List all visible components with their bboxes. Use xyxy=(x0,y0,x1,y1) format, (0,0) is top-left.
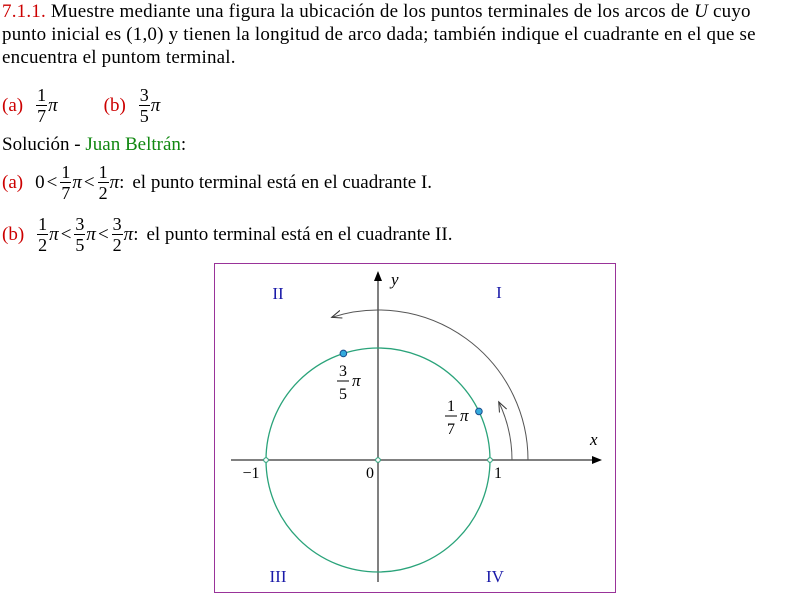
part-b-fraction: $\frac{3}{5}$ xyxy=(139,85,149,126)
answer-b-text: el punto terminal está en el cuadrante II. xyxy=(146,223,453,245)
problem-text-1: Muestre mediante una figura la ubicación de los puntos terminales de los arcos de xyxy=(50,1,690,22)
origin-point xyxy=(376,458,381,463)
part-a-label: (a) xyxy=(2,94,24,116)
label-b-pi: π xyxy=(352,371,361,390)
terminal-point-one-seventh-pi xyxy=(476,408,483,415)
answer-a-label: (a) xyxy=(2,171,24,193)
problem-text-3: y tienen la longitud de arco dada; también indique el cuadrante en el que se encuentra el puntom terminal. xyxy=(2,24,756,68)
label-b-den: 5 xyxy=(339,386,347,403)
quadrant-ii-label: II xyxy=(272,284,284,303)
parts-row xyxy=(2,85,160,126)
answer-a: (a) 0 < $\frac{1}{7}$ π < $\frac{1}{2}$ π : el punto terminal está en el cuadrante I. xyxy=(2,162,433,203)
problem-point: (1,0) xyxy=(126,24,164,45)
answer-b-label: (b) xyxy=(2,223,25,245)
answer-a-frac-2: $\frac{1}{2}$ xyxy=(98,162,108,203)
label-b-num: 3 xyxy=(339,363,347,380)
y-axis-label: y xyxy=(391,270,399,289)
answer-b: (b) $\frac{1}{2}$ π < $\frac{3}{5}$ π < $\frac{3}{2}$ π : el punto terminal está en el cuadrante II. xyxy=(2,214,453,255)
point-one xyxy=(488,458,493,463)
solution-author: Juan Beltrán xyxy=(85,134,181,155)
quadrant-iv-label: IV xyxy=(486,567,504,586)
solution-colon: : xyxy=(180,134,187,155)
unit-circle-svg xyxy=(215,264,615,592)
problem-number: 7.1.1. xyxy=(2,1,46,22)
answer-b-frac-1: $\frac{1}{2}$ xyxy=(38,214,48,255)
answer-b-frac-2: $\frac{3}{5}$ xyxy=(75,214,85,255)
problem-text-2: cuyo punto inicial es xyxy=(2,1,751,45)
one-label: 1 xyxy=(494,465,502,482)
problem-statement xyxy=(2,0,798,69)
part-b-pi: π xyxy=(150,94,161,116)
part-a-fraction: $\frac{1}{7}$ xyxy=(37,85,47,126)
part-b-label: (b) xyxy=(103,94,126,116)
terminal-point-three-fifths-pi xyxy=(340,350,347,357)
label-a-pi: π xyxy=(460,406,469,425)
part-a-pi: π xyxy=(48,94,58,116)
unit-circle-figure xyxy=(214,263,616,593)
label-a-den: 7 xyxy=(447,421,455,438)
problem-var-u: U xyxy=(694,1,709,22)
arc-one-seventh-pi xyxy=(499,402,512,460)
solution-heading xyxy=(2,134,186,156)
quadrant-i-label: I xyxy=(496,283,502,302)
minus-one-label: −1 xyxy=(242,465,260,482)
answer-a-frac-1: $\frac{1}{7}$ xyxy=(61,162,71,203)
quadrant-iii-label: III xyxy=(269,567,287,586)
point-minus-one xyxy=(264,458,269,463)
origin-label: 0 xyxy=(366,465,374,482)
arc-three-fifths-pi xyxy=(332,310,528,460)
x-axis-label: x xyxy=(590,430,598,449)
answer-b-frac-3: $\frac{3}{2}$ xyxy=(112,214,122,255)
solution-label: Solución - xyxy=(2,134,81,155)
answer-a-zero: 0 xyxy=(35,171,45,193)
answer-a-text: el punto terminal está en el cuadrante I. xyxy=(132,171,433,193)
label-a-num: 1 xyxy=(447,398,455,415)
